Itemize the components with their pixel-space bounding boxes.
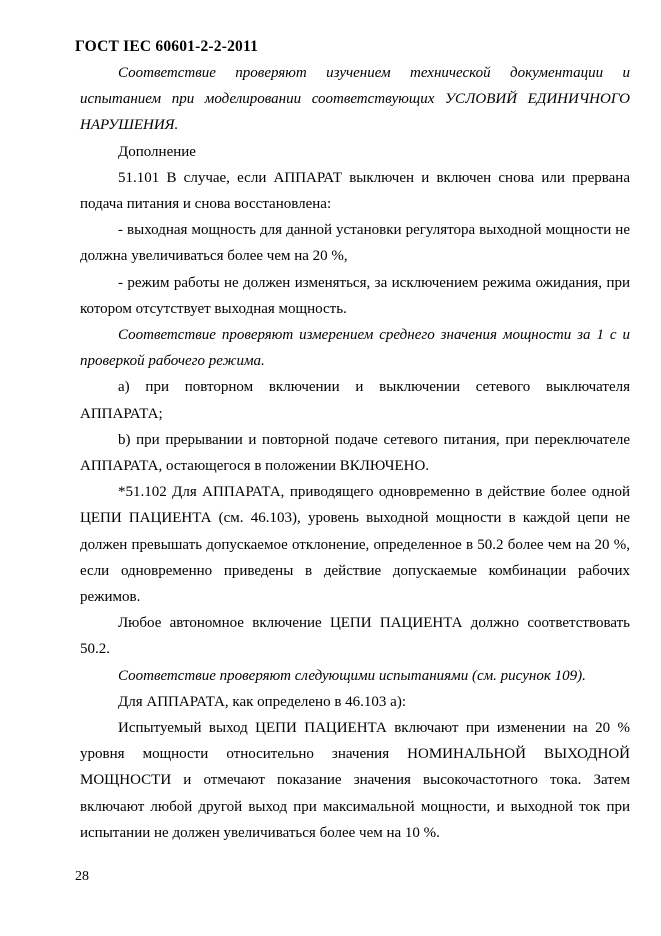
paragraph-apparatus-46-103: Для АППАРАТА, как определено в 46.103 а): [118, 693, 406, 710]
paragraph-clause-51-102: *51.102 Для АППАРАТА, приводящего одновременно в действие более одной ЦЕПИ ПАЦИЕНТА (см. 46.103), уровень выходной мощности в каждой цепи не должен превышать допускаемое отклонение, определенное в 50.2 более чем на 20 %, если одновременно приведены в действие допускаемые комбинации рабочих режимов. [80, 484, 630, 606]
standard-header: ГОСТ IEC 60601-2-2-2011 [75, 38, 259, 55]
paragraph-item-a: а) при повторном включении и выключении сетевого выключателя АППАРАТА; [80, 379, 630, 422]
paragraph-clause-51-101: 51.101 В случае, если АППАРАТ выключен и включен снова или прервана подача питания и снова восстановлена: [80, 169, 630, 213]
page-number: 28 [75, 869, 89, 884]
paragraph-compliance-tests: Соответствие проверяют следующими испытаниями (см. рисунок 109). [118, 667, 586, 684]
paragraph-test-procedure: Испытуемый выход ЦЕПИ ПАЦИЕНТА включают при изменении на 20 % уровня мощности относительно значения НОМИНАЛЬНОЙ ВЫХОДНОЙ МОЩНОСТИ и отмечают показание значения высокочастотного тока. Затем включают любой другой выход при максимальной мощности, и выходной ток при испытании не должен увеличиваться более чем на 10 %. [80, 720, 630, 841]
paragraph-operating-mode-item: - режим работы не должен изменяться, за исключением режима ожидания, при котором отсутствует выходная мощность. [80, 274, 630, 317]
paragraph-item-b: b) при прерывании и повторной подаче сетевого питания, при переключателе АППАРАТА, остающегося в положении ВКЛЮЧЕНО. [80, 431, 630, 475]
paragraph-output-power-item: - выходная мощность для данной установки регулятора выходной мощности не должна увеличиваться более чем на 20 %, [80, 222, 630, 265]
paragraph-addition-heading: Дополнение [118, 143, 196, 160]
document-body [80, 60, 630, 846]
paragraph-autonomous-activation: Любое автономное включение ЦЕПИ ПАЦИЕНТА должно соответствовать 50.2. [80, 615, 630, 658]
paragraph-compliance-documentation: Соответствие проверяют изучением технической документации и испытанием при моделировании соответствующих УСЛОВИЙ ЕДИНИЧНОГО НАРУШЕНИЯ. [80, 65, 630, 134]
paragraph-compliance-measurement: Соответствие проверяют измерением среднего значения мощности за 1 с и проверкой рабочего режима. [80, 327, 630, 370]
